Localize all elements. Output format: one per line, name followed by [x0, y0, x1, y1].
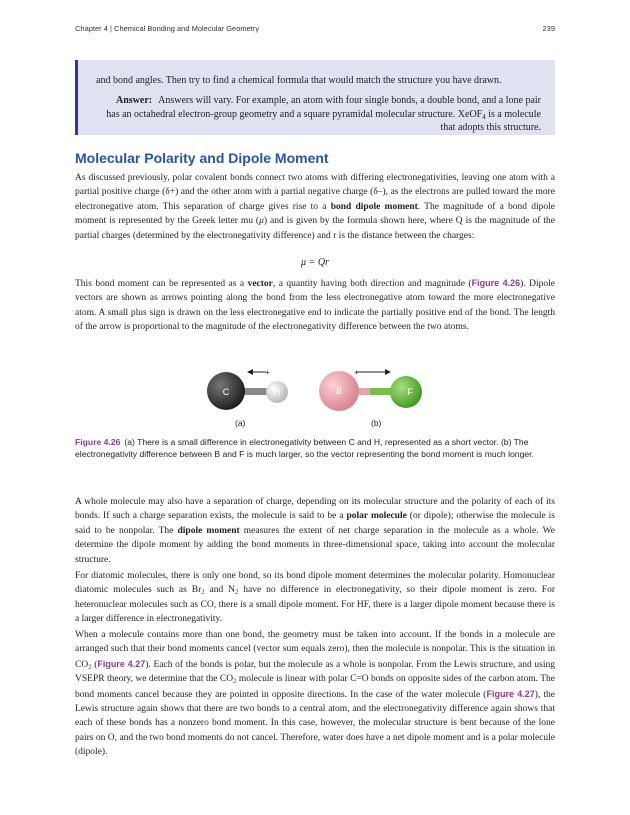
figure-4-26-link[interactable]: Figure 4.26	[471, 278, 521, 288]
exercise-question: and bond angles. Then try to find a chemical formula that would match the structure you have drawn.	[96, 75, 502, 86]
answer-label: Answer:	[116, 95, 153, 106]
dipole-equation: μ = Qr	[301, 257, 329, 268]
b-f-plus-sign: +	[354, 368, 359, 377]
panel-label-a: (a)	[235, 418, 246, 428]
figure-4-27-link-2[interactable]: Figure 4.27	[486, 688, 535, 699]
fluorine-atom	[390, 376, 422, 408]
section-title: Molecular Polarity and Dipole Moment	[75, 150, 329, 166]
exercise-answer: Answer: Answers will vary. For example, an atom with four single bonds, a double bond, and a lone pair has an octahedral electron-group geometry and a square pyramidal molecular structure. XeOF$_4$ is a molecule that adopts this structure.	[106, 95, 541, 133]
page-number: 239	[542, 24, 555, 33]
page-header	[75, 24, 555, 38]
figure-4-27-link[interactable]: Figure 4.27	[97, 658, 146, 669]
atom-label-h: H	[273, 387, 281, 397]
paragraph-vector: This bond moment can be represented as a vector, a quantity having both direction and magnitude (Figure 4.26). Dipole vectors are shown as arrows pointing along the bond from the less electronegative atom toward the more electronegative atom. A small plus sign is drawn on the less electronegative end to indicate the partially positive end of the bond. The length of the arrow is proportional to the magnitude of the electronegativity difference between the two atoms.	[75, 278, 555, 333]
exercise-box	[75, 60, 555, 135]
panel-label-b: (b)	[371, 418, 382, 428]
c-h-plus-sign: +	[265, 368, 270, 377]
paragraph-bond-dipole: As discussed previously, polar covalent bonds connect two atoms with differing electronegativities, leaving one atom with a partial positive charge (δ+) and the other atom with a partial negative charge (δ–), as the electrons are pulled toward the more electronegative atom. This separation of charge gives rise to a bond dipole moment. The magnitude of a bond dipole moment is represented by the Greek letter mu (μ) and is given by the formula shown here, where Q is the magnitude of the partial charges (determined by the electronegativity difference) and r is the distance between the charges:	[75, 173, 555, 241]
figure-caption	[75, 437, 555, 460]
chapter-title: Chapter 4 | Chemical Bonding and Molecular Geometry	[75, 24, 260, 33]
paragraph-polar-molecule: A whole molecule may also have a separation of charge, depending on its molecular structure and the polarity of each of its bonds. If such a charge separation exists, the molecule is said to be a polar molecule (or dipole); otherwise the molecule is said to be nonpolar. The dipole moment measures the extent of net charge separation in the molecule as a whole. We determine the dipole moment by adding the bond moments in three-dimensional space, taking into account the molecular structure.	[75, 497, 555, 565]
atom-label-b: B	[335, 386, 343, 396]
paragraph-geometry: When a molecule contains more than one bond, the geometry must be taken into account. If the bonds in a molecule are arranged such that their bond moments cancel (vector sum equals zero), then the molecule is nonpolar. This is the situation in $CO_2$ (Figure 4.27). Each of the bonds is polar, but the molecule as a whole is nonpolar. From the Lewis structure, and using VSEPR theory, we determine that the $CO_2$ molecule is linear with polar C=O bonds on opposite sides of the carbon atom. The bond moments cancel because they are pointed in opposite directions. In the case of the water molecule (Figure 4.27), the Lewis structure again shows that there are two bonds to a central atom, and the electronegativity difference again shows that each of these bonds has a nonzero bond moment. In this case, however, the molecular structure is bent because of the lone pairs on O, and the two bond moments do not cancel. Therefore, water does have a net dipole moment and is a polar molecule (dipole).	[75, 630, 556, 758]
atom-label-c: C	[222, 387, 230, 397]
caption-text: (a) There is a small difference in electronegativity between C and H, represented as a short vector. (b) The electronegativity difference between B and F is much larger, so the vector representing the bond moment is much longer.	[75, 437, 534, 459]
atom-label-f: F	[407, 387, 413, 397]
caption-label: Figure 4.26	[75, 437, 121, 447]
paragraph-diatomic: For diatomic molecules, there is only one bond, so its bond dipole moment determines the molecular polarity. Homonuclear diatomic molecules such as $Br_2$ and $N_2$ have no difference in electronegativity, so their dipole moment is zero. For heteronuclear molecules such as CO, there is a small dipole moment. For HF, there is a larger dipole moment because there is a larger difference in electronegativity.	[75, 571, 556, 625]
bond-dipole-illustration	[190, 360, 440, 415]
figure-4-26	[190, 360, 440, 440]
